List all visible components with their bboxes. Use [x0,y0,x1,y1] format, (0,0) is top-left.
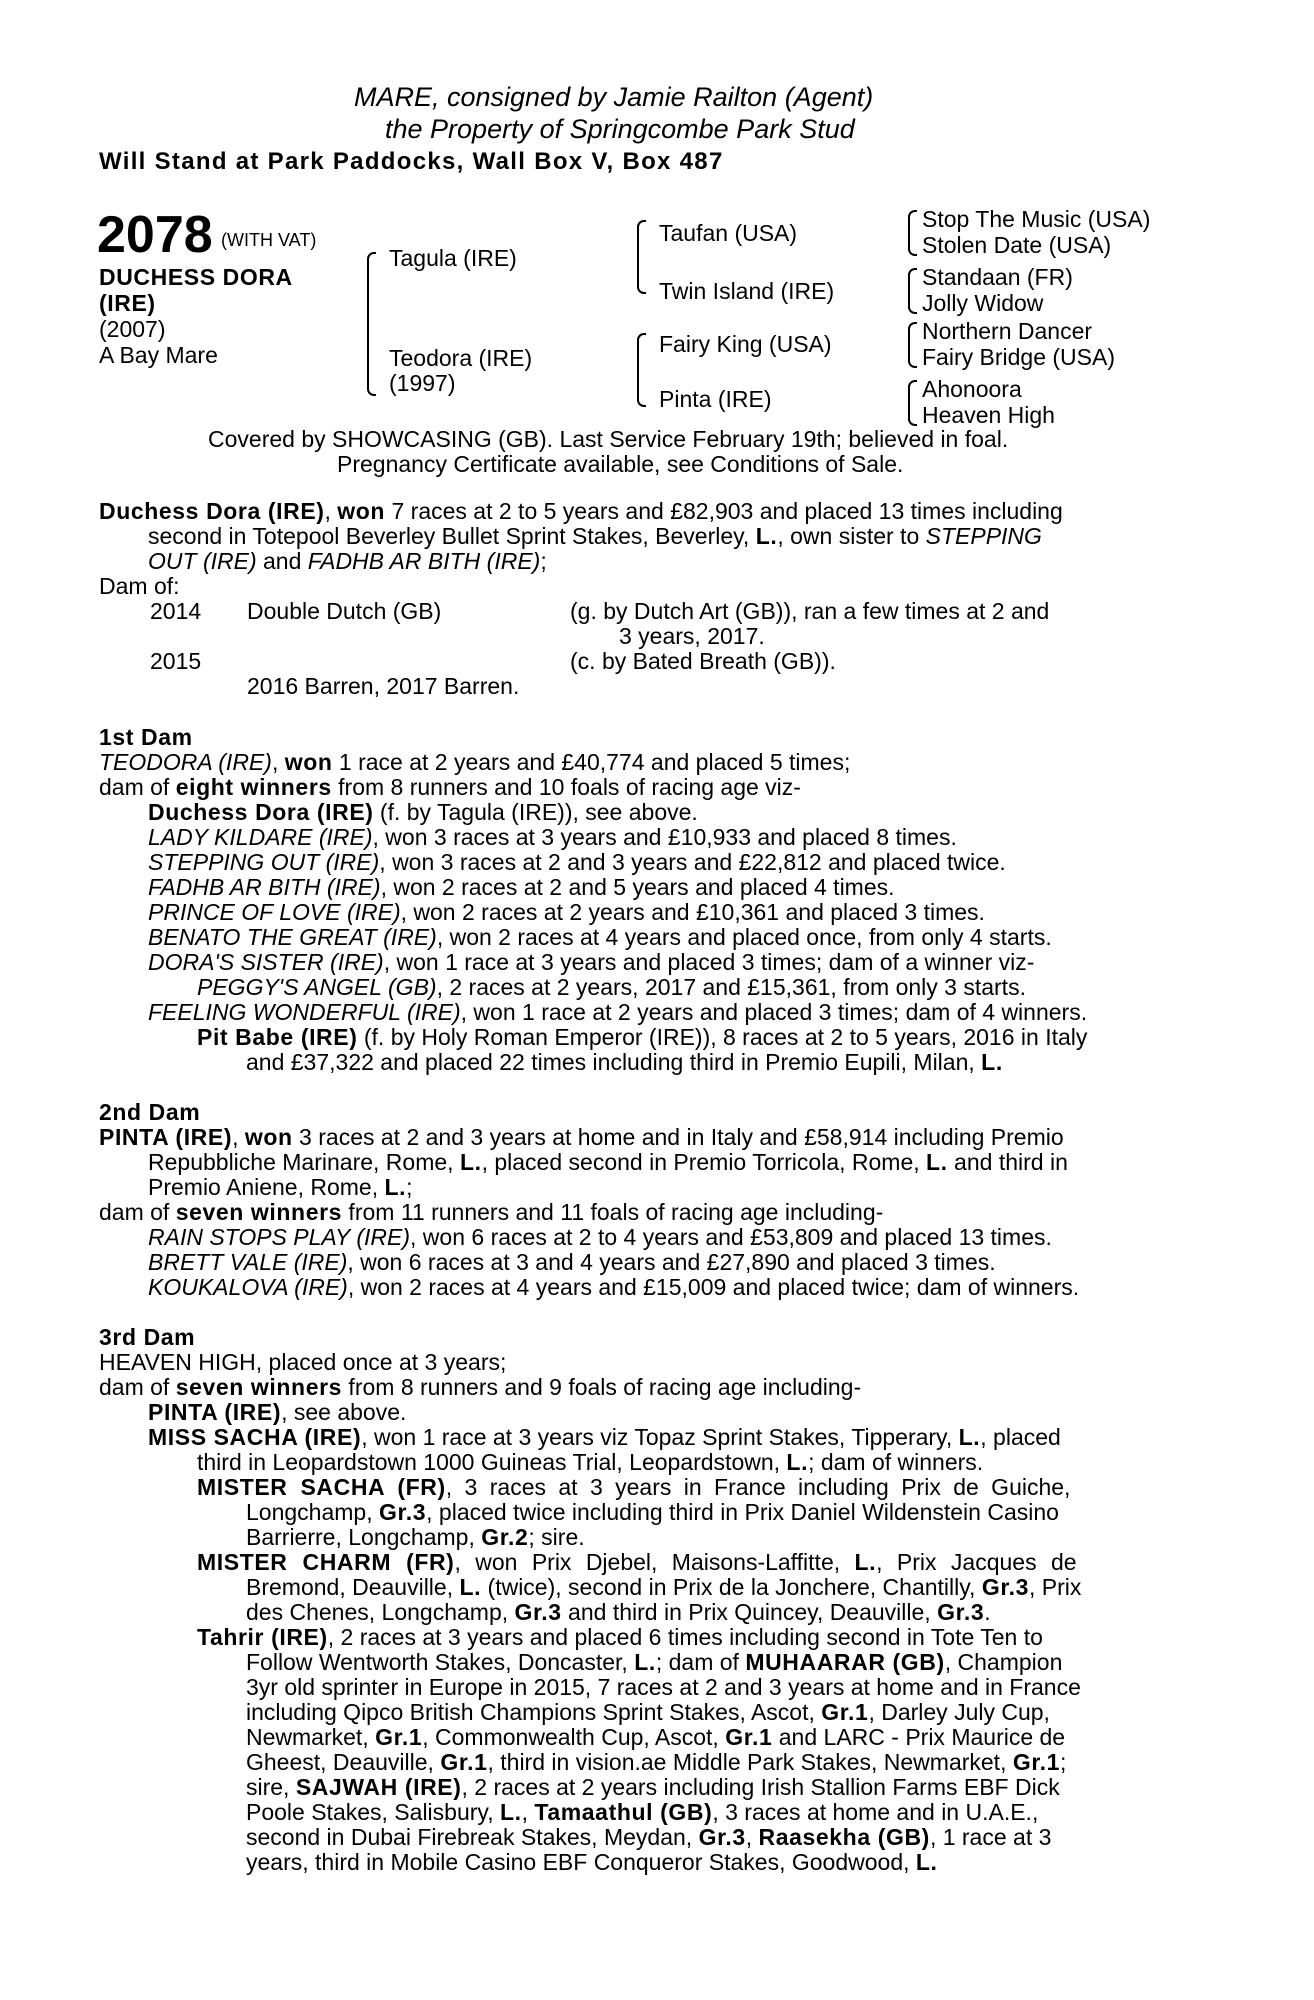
listed-bold: L. [459,1574,482,1600]
brace-1 [908,210,917,256]
text: , Prix [1028,1574,1082,1600]
text: Follow Wentworth Stakes, Doncaster, [246,1649,635,1675]
progeny-name: KOUKALOVA (IRE) [148,1274,348,1300]
text: des Chenes, Longchamp, [246,1599,515,1625]
text: 7 races at 2 to 5 years and £82,903 and placed 13 times including [385,498,1063,524]
text: , won 1 race at 3 years and placed 3 times; dam of a winner viz- [383,949,1035,975]
won-bold: won [284,749,333,775]
grade-bold: Gr.1 [375,1724,423,1750]
grade-bold: Gr.3 [514,1599,562,1625]
dam-of-label: Dam of: [99,573,180,599]
lot-number: 2078 [97,206,213,264]
pregnancy-line: Pregnancy Certificate available, see Conditions of Sale. [337,451,904,477]
text: and [256,548,308,574]
text: , 2 races at 2 years, 2017 and £15,361, from only 3 starts. [436,974,1026,1000]
progeny-bold: SAJWAH (IRE) [295,1774,462,1800]
text: from 11 runners and 11 foals of racing age including- [342,1199,884,1225]
dam-sire-dam: Fairy Bridge (USA) [922,344,1115,370]
text: dam of [99,1374,176,1400]
intro-line-2 [148,523,1042,550]
progeny-name: FADHB AR BITH (IRE) [148,874,381,900]
text: and third in Prix Quincey, Deauville, [561,1599,938,1625]
text: Newmarket, [246,1724,376,1750]
sire-dam-sire: Standaan (FR) [922,264,1073,290]
text: from 8 runners and 9 foals of racing age including- [342,1374,862,1400]
progeny-name: LADY KILDARE (IRE) [148,824,373,850]
text: , [521,1799,535,1825]
sibling-name: FADHB AR BITH (IRE) [307,548,541,574]
grade-bold: Gr.2 [481,1524,529,1550]
dam3-line-19 [246,1799,1038,1826]
section-title: 2nd Dam [99,1099,201,1125]
listed-bold: L. [755,523,778,549]
dam-dam: Pinta (IRE) [659,386,772,412]
progeny-name: BENATO THE GREAT (IRE) [148,924,437,950]
text: Gheest, Deauville, [246,1749,441,1775]
produce-desc-2: (c. by Bated Breath (GB)). [570,648,836,674]
grade-bold: Gr.1 [725,1724,773,1750]
dam3-line-3 [148,1399,406,1426]
text: from 8 runners and 10 foals of racing age viz- [331,774,801,800]
text: Bremond, Deauville, [246,1574,460,1600]
sep: , [271,749,285,775]
dam3-line-1: HEAVEN HIGH, placed once at 3 years; [99,1349,507,1375]
dam3-line-20 [246,1824,1051,1851]
dam3-line-17 [246,1749,1066,1776]
dam3-line-4 [148,1424,1061,1451]
dam-dam-sire: Ahonoora [922,376,1022,402]
produce-desc-1b: 3 years, 2017. [619,623,765,649]
dam3-line-2 [99,1374,861,1401]
text: , won Prix Djebel, Maisons-Laffitte, [454,1549,855,1575]
dam1-line-8 [148,924,1052,951]
winners-bold: eight winners [175,774,332,800]
text: , Darley July Cup, [868,1699,1050,1725]
text: , Champion [944,1649,1063,1675]
text: and third in [947,1149,1068,1175]
sire-dam: Twin Island (IRE) [659,278,835,304]
dam3-line-14: 3yr old sprinter in Europe in 2015, 7 races at 2 and 3 years at home and in France [246,1674,1081,1700]
dam1-line-3 [148,799,698,826]
sire-line-brace [637,220,646,294]
grade-bold: Gr.3 [378,1499,427,1525]
horse-description: A Bay Mare [99,342,218,368]
progeny-name: BRETT VALE (IRE) [148,1249,348,1275]
stand-line: Will Stand at Park Paddocks, Wall Box V, Box 487 [99,148,724,175]
progeny-bold: Pit Babe (IRE) [197,1024,358,1050]
text: ; [1060,1749,1067,1775]
section-title: 3rd Dam [99,1324,196,1350]
horse-name: DUCHESS DORA [99,264,293,290]
dam1-line-7 [148,899,985,926]
listed-bold: L. [786,1449,809,1475]
listed-bold: L. [854,1549,877,1575]
progeny-name: STEPPING OUT (IRE) [148,849,380,875]
dam1-line-4 [148,824,957,851]
progeny-bold: Tamaathul (GB) [534,1799,713,1825]
listed-bold: L. [958,1424,981,1450]
dam3-line-15 [246,1699,1050,1726]
text: , won 2 races at 2 and 5 years and placed 4 times. [380,874,895,900]
dam1-line-1 [99,749,850,776]
horse-name-bold: Duchess Dora (IRE) [99,498,325,524]
progeny-bold: MISTER SACHA (FR) [197,1474,446,1500]
text: , placed twice including third in Prix Daniel Wildenstein Casino [426,1499,1059,1525]
text: , 3 races at 3 years in France including Prix de Guiche, [445,1474,1071,1500]
text: , won 3 races at 3 years and £10,933 and placed 8 times. [372,824,957,850]
dam3-line-5 [197,1449,983,1476]
dam2-line-5 [148,1224,1052,1251]
listed-bold: L. [459,1149,482,1175]
dam3-line-13 [246,1649,1062,1676]
dam1-line-2 [99,774,801,801]
dam3-line-8 [246,1524,585,1551]
text: second in Dubai Firebreak Stakes, Meydan, [246,1824,699,1850]
grade-bold: Gr.1 [440,1749,488,1775]
dam3-line-18 [246,1774,1060,1801]
sire-dam-brace [367,252,376,396]
text: , won 2 races at 4 years and placed once, from only 4 starts. [436,924,1052,950]
text: including Qipco British Champions Sprint Stakes, Ascot, [246,1699,822,1725]
text: , 2 races at 2 years including Irish Stallion Farms EBF Dick [461,1774,1060,1800]
text: , won 6 races at 3 and 4 years and £27,890 and placed 3 times. [347,1249,996,1275]
dam2-line-3 [148,1174,413,1201]
text: , placed second in Premio Torricola, Rome, [481,1149,927,1175]
sep: , [232,1124,245,1150]
progeny-name: RAIN STOPS PLAY (IRE) [148,1224,411,1250]
text: (f. by Holy Roman Emperor (IRE)), 8 races at 2 to 5 years, 2016 in Italy [357,1024,1088,1050]
text: years, third in Mobile Casino EBF Conqueror Stakes, Goodwood, [246,1849,916,1875]
progeny-bold: Duchess Dora (IRE) [148,799,374,825]
dam1-line-11 [148,999,1087,1026]
listed-bold: L. [926,1149,948,1175]
dam-dam-dam: Heaven High [922,402,1055,428]
won-bold: won [337,498,386,524]
text: . [984,1599,991,1625]
dam2-line-2 [148,1149,1068,1176]
text: , see above. [281,1399,407,1425]
grade-bold: Gr.3 [698,1824,746,1850]
text: ; [540,548,547,574]
horse-suffix: (IRE) [99,290,156,316]
barren-years: 2016 Barren, 2017 Barren. [247,673,520,699]
dam1-line-12 [197,1024,1087,1051]
text: ; sire. [528,1524,585,1550]
progeny-name: DORA'S SISTER (IRE) [148,949,384,975]
text: dam of [99,1199,176,1225]
listed-bold: L. [634,1649,656,1675]
text: ; [406,1174,413,1200]
dam1-line-13 [246,1049,1003,1076]
text: dam of [99,774,176,800]
text: , Commonwealth Cup, Ascot, [422,1724,726,1750]
text: , won 2 races at 4 years and £15,009 and placed twice; dam of winners. [347,1274,1080,1300]
text: , Prix Jacques de [876,1549,1077,1575]
intro-line-3 [148,548,547,575]
text: , 3 races at home and in U.A.E., [712,1799,1039,1825]
foaling-year: (2007) [99,316,166,342]
property-line: the Property of Springcombe Park Stud [385,114,855,144]
text: second in Totepool Beverley Bullet Sprint Stakes, Beverley, [148,523,756,549]
sire: Tagula (IRE) [389,245,517,271]
consignor-line: MARE, consigned by Jamie Railton (Agent) [354,82,874,112]
text: Barrierre, Longchamp, [246,1524,482,1550]
dam-sire: Fairy King (USA) [659,331,832,357]
text: , 2 races at 3 years and placed 6 times including second in Tote Ten to [327,1624,1043,1650]
intro-line-1 [99,498,1063,525]
grade-bold: Gr.1 [821,1699,869,1725]
text: Repubbliche Marinare, Rome, [148,1149,460,1175]
won-bold: won [244,1124,293,1150]
text: , won 6 races at 2 to 4 years and £53,809 and placed 13 times. [410,1224,1052,1250]
text: , own sister to [777,523,926,549]
dam3-line-21 [246,1849,938,1876]
progeny-bold: Raasekha (GB) [758,1824,930,1850]
listed-bold: L. [981,1049,1003,1075]
winners-bold: seven winners [175,1199,343,1225]
section-title: 1st Dam [99,724,193,750]
text: , [745,1824,759,1850]
text: Premio Aniene, Rome, [148,1174,385,1200]
dam-name-bold: PINTA (IRE) [99,1124,233,1150]
text: , won 1 race at 3 years viz Topaz Sprint Stakes, Tipperary, [361,1424,959,1450]
dam1-line-6 [148,874,895,901]
sibling-name: OUT (IRE) [148,548,257,574]
text: third in Leopardstown 1000 Guineas Trial, Leopardstown, [197,1449,787,1475]
produce-year-1: 2014 [150,598,202,624]
progeny-bold: PINTA (IRE) [148,1399,282,1425]
text: (twice), second in Prix de la Jonchere, Chantilly, [481,1574,982,1600]
progeny-bold: MISS SACHA (IRE) [148,1424,362,1450]
text: 3 races at 2 and 3 years at home and in Italy and £58,914 including Premio [292,1124,1064,1150]
produce-year-2: 2015 [150,648,202,674]
produce-name-1: Double Dutch (GB) [247,598,442,624]
dam: Teodora (IRE) [389,345,533,371]
dam2-line-4 [99,1199,883,1226]
vat-label: (WITH VAT) [221,230,317,250]
text: , won 1 race at 2 years and placed 3 times; dam of 4 winners. [460,999,1088,1025]
text: Longchamp, [246,1499,379,1525]
text: , third in vision.ae Middle Park Stakes, Newmarket, [487,1749,1013,1775]
sire-sire-sire: Stop The Music (USA) [922,206,1151,232]
sire-dam-dam: Jolly Widow [922,290,1044,316]
sibling-name: STEPPING [925,523,1042,549]
dam3-line-6 [197,1474,1070,1501]
dam1-line-10 [197,974,1026,1001]
text: , 1 race at 3 [929,1824,1052,1850]
covered-line: Covered by SHOWCASING (GB). Last Service February 19th; believed in foal. [208,426,1009,452]
text: ; dam of winners. [808,1449,984,1475]
grade-bold: Gr.1 [1012,1749,1061,1775]
dam3-line-10 [246,1574,1081,1601]
dam2-line-6 [148,1249,996,1276]
sep: , [324,498,338,524]
listed-bold: L. [915,1849,938,1875]
text: ; dam of [655,1649,746,1675]
text: , won 3 races at 2 and 3 years and £22,812 and placed twice. [379,849,1006,875]
dam3-line-9 [197,1549,1077,1576]
dam3-line-7 [246,1499,1059,1526]
brace-4 [908,380,917,426]
listed-bold: L. [499,1799,522,1825]
listed-bold: L. [384,1174,407,1200]
dam1-line-9 [148,949,1034,976]
progeny-name: FEELING WONDERFUL (IRE) [148,999,461,1025]
progeny-bold: MUHAARAR (GB) [745,1649,945,1675]
brace-3 [908,322,917,368]
dam2-line-7 [148,1274,1079,1301]
progeny-bold: Tahrir (IRE) [197,1624,328,1650]
progeny-bold: MISTER CHARM (FR) [197,1549,455,1575]
text: (f. by Tagula (IRE)), see above. [373,799,698,825]
dam2-line-1 [99,1124,1064,1151]
grade-bold: Gr.3 [981,1574,1029,1600]
text: 1 race at 2 years and £40,774 and placed 5 times; [332,749,851,775]
dam-sire-sire: Northern Dancer [922,318,1093,344]
text: and £37,322 and placed 22 times including third in Premio Eupili, Milan, [246,1049,982,1075]
text: , won 2 races at 2 years and £10,361 and placed 3 times. [400,899,985,925]
dam-name: TEODORA (IRE) [99,749,272,775]
dam3-line-16 [246,1724,1065,1751]
dam-year: (1997) [389,370,456,396]
dam3-line-12 [197,1624,1043,1651]
sire-sire-dam: Stolen Date (USA) [922,232,1112,258]
dam-line-brace [637,333,646,407]
progeny-name: PEGGY'S ANGEL (GB) [197,974,437,1000]
text: Poole Stakes, Salisbury, [246,1799,500,1825]
text: sire, [246,1774,296,1800]
produce-desc-1: (g. by Dutch Art (GB)), ran a few times at 2 and [570,598,1050,624]
dam1-line-5 [148,849,1006,876]
dam3-line-11 [246,1599,991,1626]
grade-bold: Gr.3 [937,1599,985,1625]
text: , placed [980,1424,1061,1450]
sire-sire: Taufan (USA) [659,220,798,246]
brace-2 [908,268,917,314]
winners-bold: seven winners [175,1374,343,1400]
text: and LARC - Prix Maurice de [772,1724,1066,1750]
progeny-name: PRINCE OF LOVE (IRE) [148,899,401,925]
